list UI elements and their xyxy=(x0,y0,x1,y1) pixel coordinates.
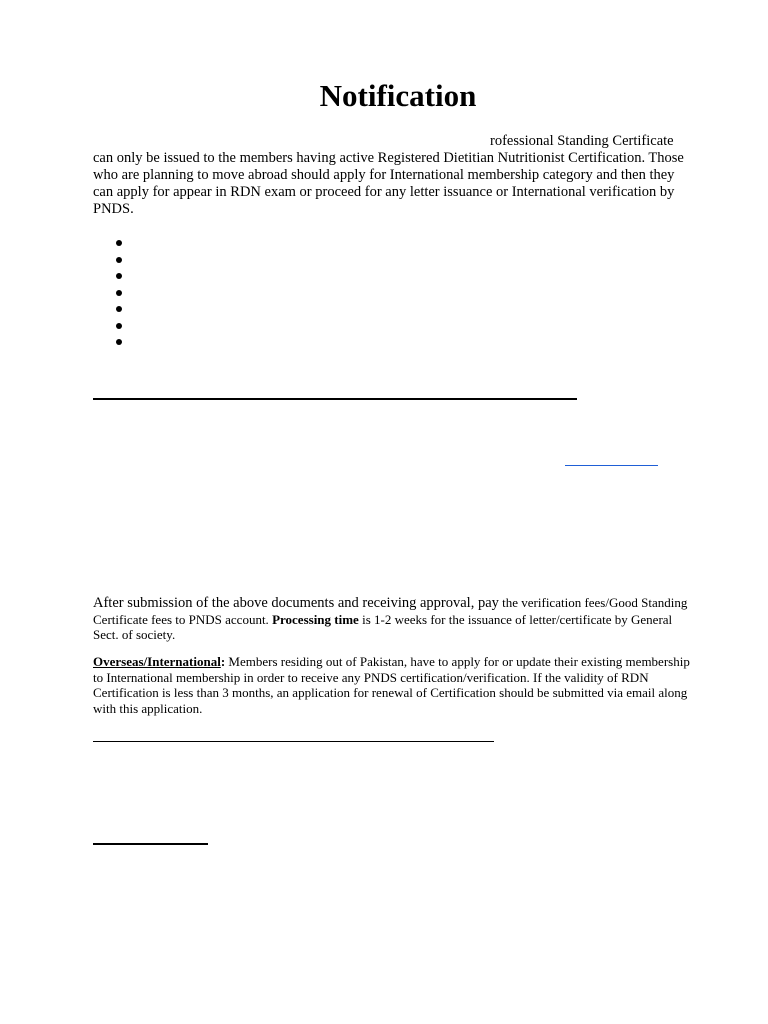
short-underline-rule xyxy=(93,843,208,845)
overseas-colon: : xyxy=(220,654,226,669)
overseas-paragraph xyxy=(93,654,693,716)
overseas-label: Overseas/International xyxy=(93,654,221,669)
after-submission-paragraph xyxy=(93,595,693,643)
hyperlink-underline[interactable] xyxy=(565,465,658,466)
after-submission-text-2: is 1-2 weeks for the issuance of letter/certificate by General Sect. of society. xyxy=(93,611,673,642)
intro-first-line-fragment: rofessional Standing Certificate xyxy=(490,133,674,149)
overseas-text: Members residing out of Pakistan, have to apply for or update their existing membership to International membership in order to receive any PNDS certification/verification. If the validity of RDN Certification is less than 3 months, an application for renewal of Certification should be submitted via email along with this application. xyxy=(93,654,690,716)
page-title: Notification xyxy=(319,78,477,113)
intro-paragraph xyxy=(93,150,693,218)
section-divider-heading-rule xyxy=(93,398,577,400)
processing-time-label: Processing time xyxy=(272,611,359,627)
section-divider-rule xyxy=(93,741,494,742)
intro-paragraph-text: can only be issued to the members having active Registered Dietitian Nutritionist Certification. Those who are planning to move abroad should apply for International membership category and then they can apply for appear in RDN exam or proceed for any letter issuance or International verification by PNDS. xyxy=(93,150,684,217)
after-submission-lead: After submission of the above documents and receiving approval, pay xyxy=(93,595,499,611)
after-submission-text-1: the verification fees/Good Standing Certificate fees to PNDS account. xyxy=(93,595,688,627)
